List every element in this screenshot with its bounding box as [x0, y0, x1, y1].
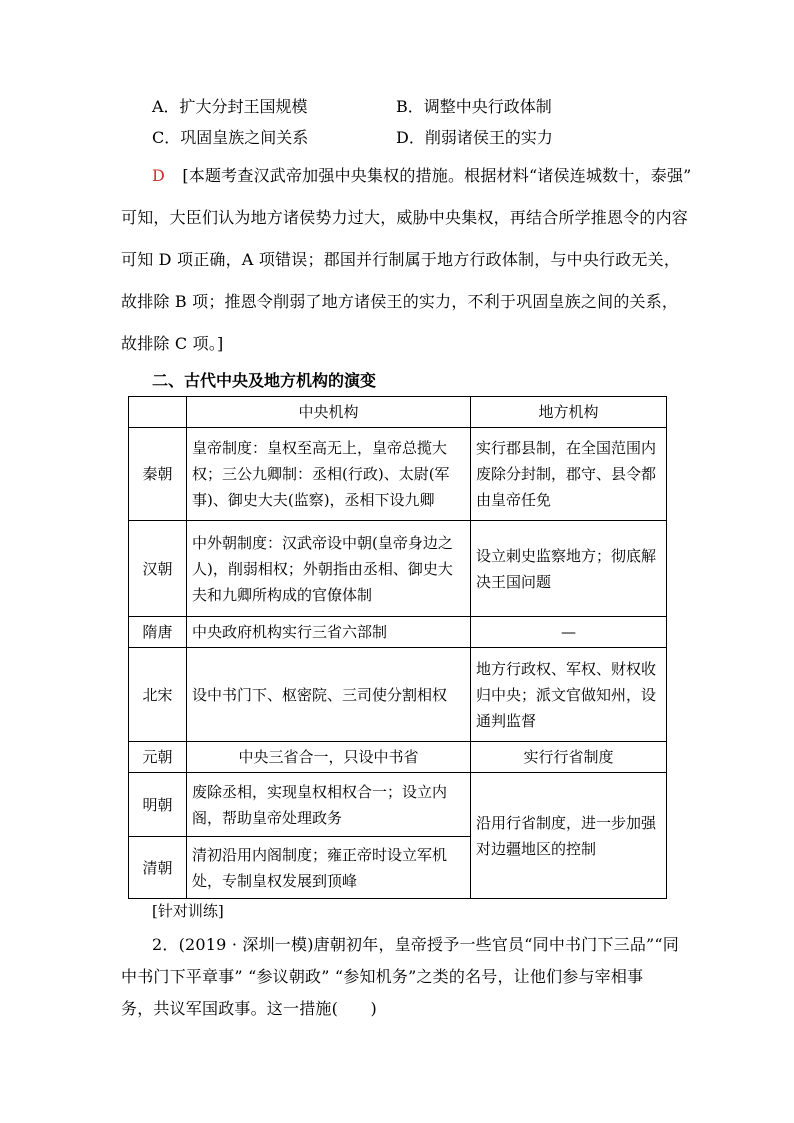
central-cell: 中央政府机构实行三省六部制: [187, 617, 471, 648]
table-row: [129, 742, 667, 773]
central-cell: 设中书门下、枢密院、三司使分割相权: [187, 648, 471, 742]
table-row: [129, 428, 667, 521]
header-blank: [129, 397, 187, 428]
central-cell: 中外朝制度：汉武帝设中朝(皇帝身边之人)，削弱相权；外朝指由丞相、御史大夫和九卿所构成的官僚体制: [187, 521, 471, 617]
local-cell-merged: 沿用行省制度，进一步加强对边疆地区的控制: [471, 773, 667, 899]
table-header-row: [129, 397, 667, 428]
dynasty-cell: 元朝: [129, 742, 187, 773]
answer-line-2: 可知，大臣们认为地方诸侯势力过大，威胁中央集权，再结合所学推恩令的内容: [121, 208, 689, 227]
answer-letter: D: [152, 166, 166, 185]
question-line-1: 2．(2019 · 深圳一模)唐朝初年，皇帝授予一些官员“同中书门下三品”“同: [152, 935, 679, 954]
local-cell: 实行郡县制，在全国范围内废除分封制，郡守、县令都由皇帝任免: [471, 428, 667, 521]
dynasty-cell: 隋唐: [129, 617, 187, 648]
answer-text: [本题考查汉武帝加强中央集权的措施。根据材料“诸侯连城数十，泰强”: [182, 166, 692, 185]
answer-line-1: [152, 163, 692, 186]
table-row: [129, 521, 667, 617]
answer-line-5: 故排除 C 项。]: [121, 334, 224, 353]
dynasty-cell: 北宋: [129, 648, 187, 742]
central-cell: 清初沿用内阁制度；雍正帝时设立军机处，专制皇权发展到顶峰: [187, 837, 471, 899]
answer-line-4: 故排除 B 项；推恩令削弱了地方诸侯王的实力，不利于巩固皇族之间的关系，: [121, 292, 679, 311]
option-c: C．巩固皇族之间关系: [152, 128, 309, 147]
table-row: [129, 773, 667, 837]
central-cell: 皇帝制度：皇权至高无上，皇帝总揽大权；三公九卿制：丞相(行政)、太尉(军事)、御史大夫(监察)，丞相下设九卿: [187, 428, 471, 521]
dynasty-cell: 清朝: [129, 837, 187, 899]
option-a: A．扩大分封王国规模: [152, 97, 308, 116]
local-cell: 设立刺史监察地方；彻底解决王国问题: [471, 521, 667, 617]
local-cell: —: [471, 617, 667, 648]
header-central: 中央机构: [187, 397, 471, 428]
header-local: 地方机构: [471, 397, 667, 428]
central-cell: 废除丞相，实现皇权相权合一；设立内阁，帮助皇帝处理政务: [187, 773, 471, 837]
section-title: 二、古代中央及地方机构的演变: [152, 371, 377, 390]
table-row: [129, 648, 667, 742]
local-cell: 实行行省制度: [471, 742, 667, 773]
dynasty-cell: 明朝: [129, 773, 187, 837]
table-row: [129, 617, 667, 648]
answer-line-3: 可知 D 项正确，A 项错误；郡国并行制属于地方行政体制，与中央行政无关，: [121, 250, 681, 269]
central-cell: 中央三省合一，只设中书省: [187, 742, 471, 773]
dynasty-cell: 汉朝: [129, 521, 187, 617]
question-line-3: 务，共议军国政事。这一措施( ): [121, 999, 377, 1018]
option-d: D．削弱诸侯王的实力: [396, 128, 553, 147]
question-line-2: 中书门下平章事” “参议朝政” “参知机务”之类的名号，让他们参与宰相事: [121, 967, 644, 986]
dynasty-cell: 秦朝: [129, 428, 187, 521]
local-cell: 地方行政权、军权、财权收归中央；派文官做知州，设通判监督: [471, 648, 667, 742]
option-b: B．调整中央行政体制: [396, 97, 552, 116]
training-tag: [针对训练]: [152, 902, 224, 920]
institutions-table: [128, 396, 667, 899]
